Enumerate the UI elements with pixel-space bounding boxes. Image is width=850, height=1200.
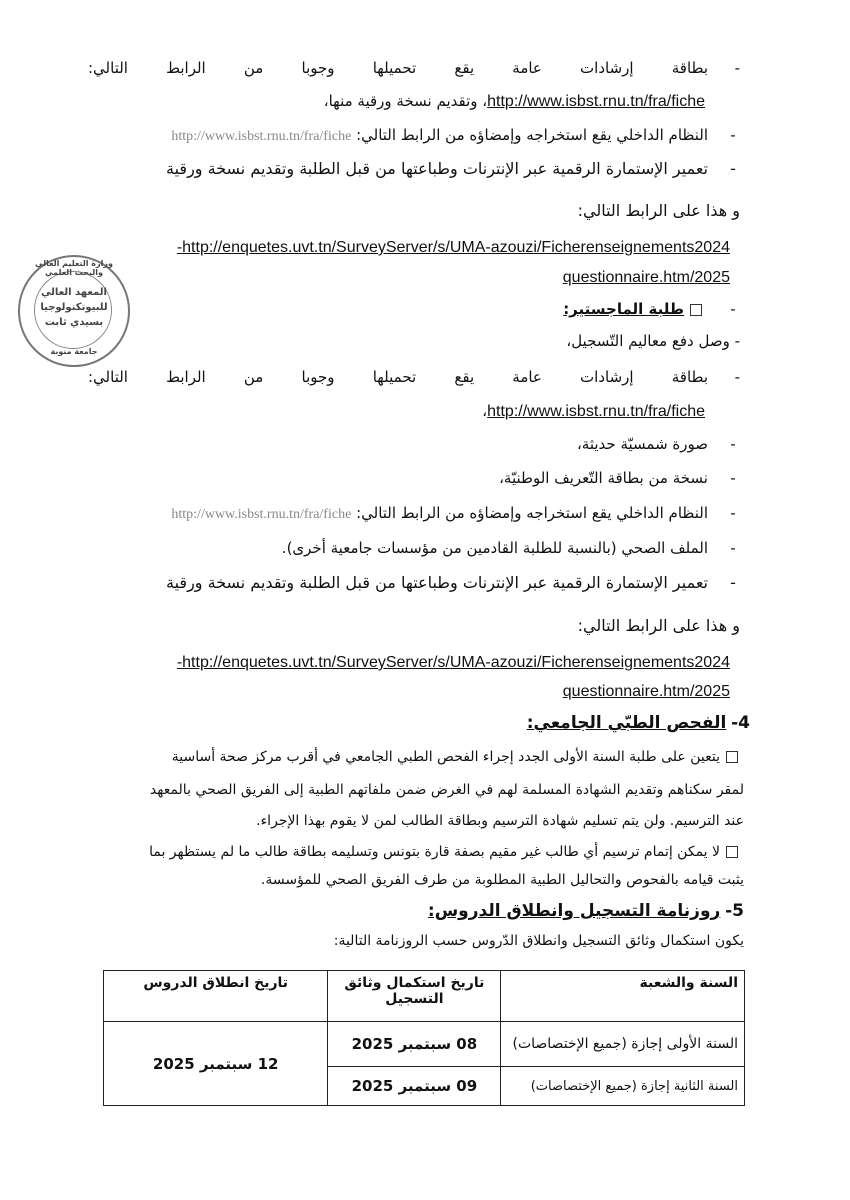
cell-start-date: 12 سبتمبر 2025 (104, 1022, 328, 1106)
reglement-link[interactable]: http://www.isbst.rnu.tn/fra/fiche (171, 507, 352, 522)
section-4-para-2: يثبت قيامه بالفحوص والتحاليل الطبية المطلوبة من طرف الفريق الصحي للمؤسسة. (260, 872, 744, 888)
survey-link-cont[interactable]: 2025/questionnaire.htm (562, 683, 730, 700)
list-item: -تعمير الإستمارة الرقمية عبر الإنترنات وطباعتها من قبل الطلبة وتقديم نسخة ورقية (166, 159, 736, 178)
stamp-ministry-text: وزارة التعليم العالي والبحث العلمي (35, 259, 113, 277)
list-item: -بطاقة إرشادات عامة يقع تحميلها وجوبا من الرابط التالي: (88, 368, 740, 386)
static-text: و هذا على الرابط التالي: (577, 616, 740, 635)
list-item: http://www.isbst.rnu.tn/fra/fiche، وتقديم نسخة ورقية منها، (323, 92, 705, 110)
section-4-para-2: لا يمكن إتمام ترسيم أي طالب غير مقيم بصفة قارة بتونس وتسليمه بطاقة طالب ما لم يستظهر بما (149, 841, 744, 863)
survey-link-cont[interactable]: 2025/questionnaire.htm (562, 269, 730, 286)
list-item: http://www.isbst.rnu.tn/fra/fiche، (482, 402, 705, 420)
list-item: -صورة شمسيّة حديثة، (576, 435, 736, 453)
fiche-link[interactable]: http://www.isbst.rnu.tn/fra/fiche (487, 403, 705, 420)
institution-stamp (18, 255, 130, 367)
col-year: السنة والشعبة (501, 971, 745, 1022)
checkbox-icon (726, 751, 738, 763)
col-start: تاريخ انطلاق الدروس (104, 971, 328, 1022)
cell-completion: 08 سبتمبر 2025 (328, 1022, 501, 1067)
masters-heading: -طلبة الماجستير: (563, 300, 736, 318)
list-item: -تعمير الإستمارة الرقمية عبر الإنترنات وطباعتها من قبل الطلبة وتقديم نسخة ورقية (166, 573, 736, 592)
col-completion: تاريخ استكمال وثائق التسجيل (328, 971, 501, 1022)
survey-link[interactable]: http://enquetes.uvt.tn/SurveyServer/s/UMA-azouzi/Ficherenseignements2024- (176, 654, 730, 671)
list-item: -الملف الصحي (بالنسبة للطلبة القادمين من مؤسسات جامعية أخرى). (281, 539, 736, 557)
section-5-heading: 5- روزنامة التسجيل وانطلاق الدروس: (427, 901, 744, 921)
static-text: و هذا على الرابط التالي: (577, 201, 740, 220)
cell-year: السنة الثانية إجازة (جميع الإختصاصات) (501, 1067, 745, 1106)
cell-year: السنة الأولى إجازة (جميع الإختصاصات) (501, 1022, 745, 1067)
section-4-para-1: لمقر سكناهم وتقديم الشهادة المسلمة لهم في الغرض ضمن ملفاتهم الطبية إلى الفريق الصحي بالمعهد (149, 782, 744, 798)
section-4-heading: 4- الفحص الطبّي الجامعي: (526, 713, 750, 733)
section-4-para-1: يتعين على طلبة السنة الأولى الجدد إجراء الفحص الطبي الجامعي في أقرب مركز صحة أساسية (172, 746, 744, 768)
section-5-intro: يكون استكمال وثائق التسجيل وانطلاق الدّروس حسب الروزنامة التالية: (333, 933, 744, 949)
list-item: - وصل دفع معاليم التّسجيل، (566, 332, 740, 350)
list-item: -النظام الداخلي يقع استخراجه وإمضاؤه من الرابط التالي: http://www.isbst.rnu.tn/fra/fiche (171, 504, 736, 522)
checkbox-icon (726, 846, 738, 858)
stamp-university-text: جامعة منوبة (50, 347, 98, 356)
stamp-line-2: للبيوتكنولوجيا (40, 302, 108, 313)
stamp-line-3: بسيدي ثابت (44, 317, 104, 328)
survey-link[interactable]: http://enquetes.uvt.tn/SurveyServer/s/UMA-azouzi/Ficherenseignements2024- (176, 239, 730, 256)
list-item: -بطاقة إرشادات عامة يقع تحميلها وجوبا من الرابط التالي: (88, 59, 740, 77)
cell-completion: 09 سبتمبر 2025 (328, 1067, 501, 1106)
section-4-para-1: عند الترسيم. ولن يتم تسليم شهادة الترسيم وبطاقة الطالب لمن لا يقوم بهذا الإجراء. (256, 813, 744, 829)
stamp-line-1: المعهد العالي (41, 287, 107, 298)
reglement-link[interactable]: http://www.isbst.rnu.tn/fra/fiche (171, 129, 352, 144)
schedule-table (103, 970, 745, 1106)
table-header-row (104, 971, 745, 1022)
list-item: -نسخة من بطاقة التّعريف الوطنيّة، (499, 469, 736, 487)
fiche-link[interactable]: http://www.isbst.rnu.tn/fra/fiche (487, 93, 705, 110)
list-item: -النظام الداخلي يقع استخراجه وإمضاؤه من الرابط التالي: http://www.isbst.rnu.tn/fra/fiche (171, 126, 736, 144)
checkbox-icon (690, 304, 702, 316)
table-row (104, 1022, 745, 1067)
